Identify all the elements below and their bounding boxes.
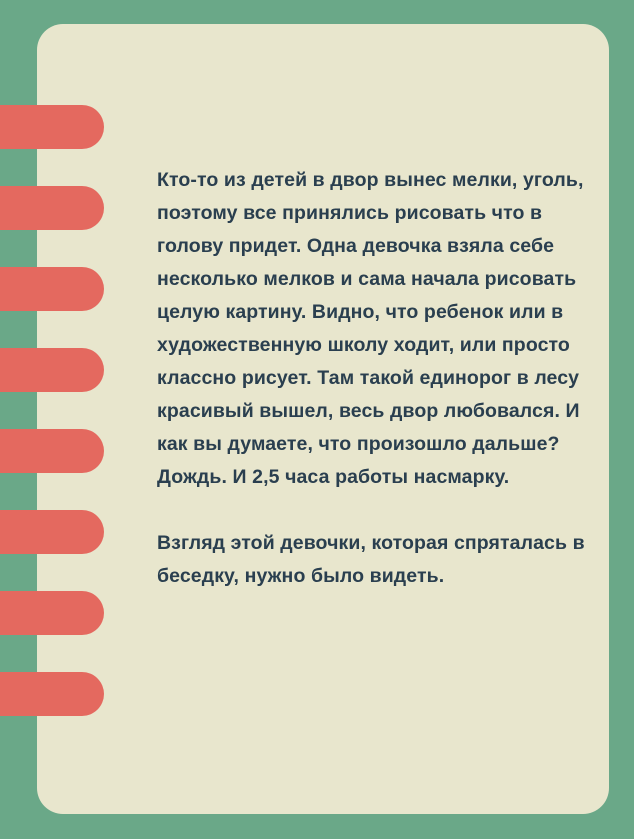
spiral-ring — [0, 105, 104, 149]
spiral-ring — [0, 591, 104, 635]
spiral-ring — [0, 186, 104, 230]
spiral-ring — [0, 510, 104, 554]
note-paragraph-1: Кто-то из детей в двор вынес мелки, уголь, поэтому все принялись рисовать что в голову придет. Одна девочка взяла себе несколько мелков и сама начала рисовать целую картину. Видно, что ребенок или в художественную школу ходит, или просто классно рисует. Там такой единорог в лесу красивый вышел, весь двор любовался. И как вы думаете, что произошло дальше? Дождь. И 2,5 часа работы насмарку. — [157, 169, 584, 488]
spiral-ring — [0, 672, 104, 716]
spiral-ring — [0, 267, 104, 311]
note-text-area — [157, 164, 607, 593]
spiral-ring — [0, 429, 104, 473]
spiral-binding — [0, 0, 110, 839]
spiral-ring — [0, 348, 104, 392]
note-card — [37, 24, 609, 814]
note-paragraph-2: Взгляд этой девочки, которая спряталась в беседку, нужно было видеть. — [157, 532, 585, 587]
